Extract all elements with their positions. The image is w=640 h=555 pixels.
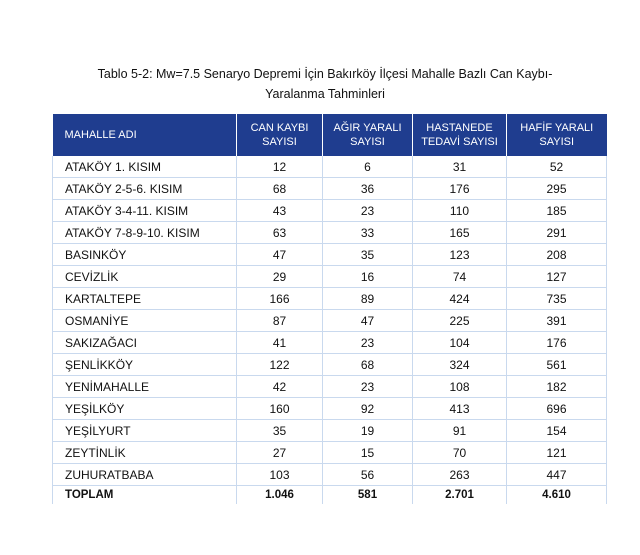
agir-yarali-cell: 89 [323, 288, 413, 310]
can-kaybi-cell: 29 [237, 266, 323, 288]
agir-yarali-cell: 92 [323, 398, 413, 420]
total-can-kaybi-cell: 1.046 [237, 486, 323, 505]
hastanede-tedavi-cell: 165 [413, 222, 507, 244]
table-header-row [53, 114, 607, 156]
table-row [53, 222, 607, 244]
table-row [53, 420, 607, 442]
table-row [53, 310, 607, 332]
header-can-kaybi [237, 114, 323, 156]
hastanede-tedavi-cell: 176 [413, 178, 507, 200]
hafif-yarali-cell: 185 [507, 200, 607, 222]
can-kaybi-cell: 42 [237, 376, 323, 398]
header-mahalle-adi [53, 114, 237, 156]
agir-yarali-cell: 6 [323, 156, 413, 178]
hafif-yarali-cell: 295 [507, 178, 607, 200]
agir-yarali-cell: 16 [323, 266, 413, 288]
table-row [53, 332, 607, 354]
agir-yarali-cell: 68 [323, 354, 413, 376]
can-kaybi-cell: 122 [237, 354, 323, 376]
caption-line-1: Tablo 5-2: Mw=7.5 Senaryo Depremi İçin Bakırköy İlçesi Mahalle Bazlı Can Kaybı- [97, 67, 553, 81]
can-kaybi-cell: 12 [237, 156, 323, 178]
agir-yarali-cell: 47 [323, 310, 413, 332]
hafif-yarali-cell: 127 [507, 266, 607, 288]
table-row [53, 376, 607, 398]
hafif-yarali-cell: 154 [507, 420, 607, 442]
header-label: TEDAVİ SAYISI [421, 136, 498, 148]
hastanede-tedavi-cell: 74 [413, 266, 507, 288]
header-agir-yarali [323, 114, 413, 156]
agir-yarali-cell: 56 [323, 464, 413, 486]
hafif-yarali-cell: 561 [507, 354, 607, 376]
table-total-row [53, 486, 607, 505]
mahalle-name-cell: ZUHURATBABA [53, 464, 237, 486]
hafif-yarali-cell: 176 [507, 332, 607, 354]
can-kaybi-cell: 103 [237, 464, 323, 486]
agir-yarali-cell: 23 [323, 376, 413, 398]
can-kaybi-cell: 41 [237, 332, 323, 354]
can-kaybi-cell: 63 [237, 222, 323, 244]
header-hastanede-tedavi [413, 114, 507, 156]
mahalle-name-cell: KARTALTEPE [53, 288, 237, 310]
hastanede-tedavi-cell: 70 [413, 442, 507, 464]
total-hastanede-tedavi-cell: 2.701 [413, 486, 507, 505]
hastanede-tedavi-cell: 413 [413, 398, 507, 420]
header-label: HASTANEDE [426, 122, 493, 134]
total-hafif-yarali-cell: 4.610 [507, 486, 607, 505]
hafif-yarali-cell: 291 [507, 222, 607, 244]
hastanede-tedavi-cell: 324 [413, 354, 507, 376]
table-body [53, 156, 607, 504]
caption-line-2: Yaralanma Tahminleri [265, 87, 385, 101]
can-kaybi-cell: 87 [237, 310, 323, 332]
agir-yarali-cell: 35 [323, 244, 413, 266]
mahalle-name-cell: SAKIZAĞACI [53, 332, 237, 354]
agir-yarali-cell: 33 [323, 222, 413, 244]
can-kaybi-cell: 160 [237, 398, 323, 420]
hastanede-tedavi-cell: 263 [413, 464, 507, 486]
mahalle-name-cell: BASINKÖY [53, 244, 237, 266]
hastanede-tedavi-cell: 31 [413, 156, 507, 178]
table-row [53, 288, 607, 310]
mahalle-name-cell: ZEYTİNLİK [53, 442, 237, 464]
hastanede-tedavi-cell: 225 [413, 310, 507, 332]
hafif-yarali-cell: 121 [507, 442, 607, 464]
agir-yarali-cell: 15 [323, 442, 413, 464]
header-label: HAFİF YARALI [520, 122, 594, 134]
mahalle-name-cell: YENİMAHALLE [53, 376, 237, 398]
table-row [53, 266, 607, 288]
table-caption [40, 64, 610, 104]
hafif-yarali-cell: 447 [507, 464, 607, 486]
mahalle-name-cell: YEŞİLKÖY [53, 398, 237, 420]
mahalle-name-cell: ATAKÖY 3-4-11. KISIM [53, 200, 237, 222]
mahalle-name-cell: ATAKÖY 1. KISIM [53, 156, 237, 178]
header-hafif-yarali [507, 114, 607, 156]
hastanede-tedavi-cell: 108 [413, 376, 507, 398]
hastanede-tedavi-cell: 123 [413, 244, 507, 266]
table-row [53, 244, 607, 266]
hafif-yarali-cell: 735 [507, 288, 607, 310]
header-label: SAYISI [350, 136, 385, 148]
mahalle-name-cell: CEVİZLİK [53, 266, 237, 288]
can-kaybi-cell: 43 [237, 200, 323, 222]
hastanede-tedavi-cell: 424 [413, 288, 507, 310]
header-label: SAYISI [262, 136, 297, 148]
mahalle-name-cell: OSMANİYE [53, 310, 237, 332]
can-kaybi-cell: 47 [237, 244, 323, 266]
hafif-yarali-cell: 182 [507, 376, 607, 398]
total-label-cell: TOPLAM [53, 486, 237, 505]
agir-yarali-cell: 19 [323, 420, 413, 442]
header-label: SAYISI [539, 136, 575, 148]
agir-yarali-cell: 36 [323, 178, 413, 200]
hafif-yarali-cell: 391 [507, 310, 607, 332]
table-row [53, 354, 607, 376]
mahalle-name-cell: ŞENLİKKÖY [53, 354, 237, 376]
agir-yarali-cell: 23 [323, 332, 413, 354]
table-row [53, 200, 607, 222]
can-kaybi-cell: 27 [237, 442, 323, 464]
can-kaybi-cell: 68 [237, 178, 323, 200]
header-label: CAN KAYBI [250, 122, 309, 134]
hafif-yarali-cell: 52 [507, 156, 607, 178]
total-agir-yarali-cell: 581 [323, 486, 413, 505]
header-label: AĞIR YARALI [333, 122, 402, 134]
mahalle-name-cell: ATAKÖY 7-8-9-10. KISIM [53, 222, 237, 244]
hastanede-tedavi-cell: 91 [413, 420, 507, 442]
can-kaybi-cell: 35 [237, 420, 323, 442]
mahalle-name-cell: ATAKÖY 2-5-6. KISIM [53, 178, 237, 200]
agir-yarali-cell: 23 [323, 200, 413, 222]
hastanede-tedavi-cell: 110 [413, 200, 507, 222]
header-label: MAHALLE ADI [64, 129, 137, 141]
table-row [53, 178, 607, 200]
hafif-yarali-cell: 696 [507, 398, 607, 420]
table-row [53, 442, 607, 464]
hafif-yarali-cell: 208 [507, 244, 607, 266]
table-row [53, 464, 607, 486]
casualty-table [52, 114, 607, 504]
hastanede-tedavi-cell: 104 [413, 332, 507, 354]
table-row [53, 398, 607, 420]
mahalle-name-cell: YEŞİLYURT [53, 420, 237, 442]
table-row [53, 156, 607, 178]
can-kaybi-cell: 166 [237, 288, 323, 310]
